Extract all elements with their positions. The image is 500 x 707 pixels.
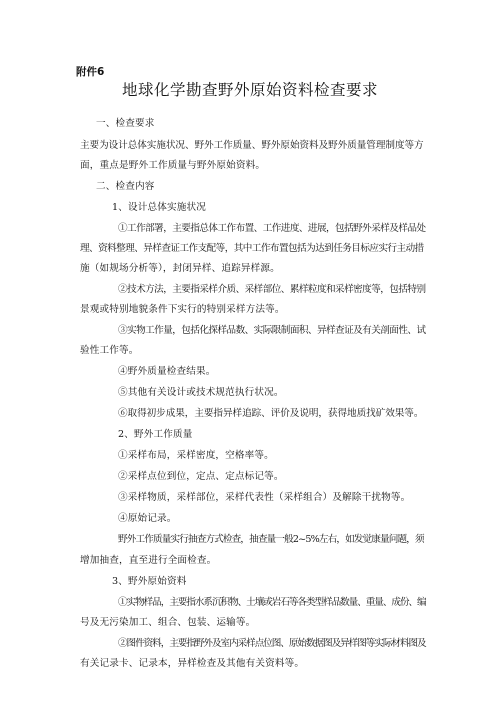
paragraph-line: ④野外质量检查结果。 xyxy=(118,366,216,377)
subsection-heading-raw-data: 3、野外原始资料 xyxy=(112,576,187,587)
section-heading-content: 二、检查内容 xyxy=(96,181,155,192)
paragraph-line: 施（如规场分析等），封闭异样、追踪异样源。 xyxy=(80,263,280,274)
paragraph-line: ⑥取得初步成果，主要指异样追踪、评价及说明，获得地质找矿效果等。 xyxy=(118,408,424,419)
paragraph-line: 主要为设计总体实施状况、野外工作质量、野外原始资料及野外质量管理制度等方 xyxy=(80,140,424,151)
attachment-label: 附件6 xyxy=(76,66,105,78)
paragraph-line: 号及无污染加工、组合、包装、运输等。 xyxy=(80,617,256,628)
paragraph-line: 增加抽查，直至进行全面检查。 xyxy=(80,555,217,566)
paragraph-line: ②技术方法，主要指采样介质、采样部位、累样粒度和采样密度等，包括特别 xyxy=(118,284,426,295)
paragraph-line: 面，重点是野外工作质量与野外原始资料。 xyxy=(80,160,266,171)
paragraph-line: ③实物工作量，包括化探样品数、实际限制面积、异样查证及有关剖面性、试 xyxy=(118,325,426,336)
paragraph-line: ⑤其他有关设计或技术规范执行状况。 xyxy=(118,387,284,398)
paragraph-line: ②采样点位到位，定点、定点标记等。 xyxy=(118,471,284,482)
paragraph-line: ①采样布局，采样密度，空格率等。 xyxy=(118,450,274,461)
paragraph-line: 野外工作质量实行抽查方式检查，抽查量一般2~5%左右，如发觉康量问题，须 xyxy=(118,534,424,545)
paragraph-line: ③采样物质，采样部位，采样代表性（采样组合）及解除干扰物等。 xyxy=(118,492,411,503)
paragraph-line: 理、资料整理、异样查证工作支配等，其中工作布置包括为达到任务目标应实行主动措 xyxy=(80,243,424,254)
subsection-heading-design: 1、设计总体实施状况 xyxy=(112,202,206,213)
paragraph-line: ②图件资料，主要指野外及室内采样点位图、原始数据图及异样图等实际材料图及 xyxy=(118,638,426,649)
paragraph-line: 景观或特别地貌条件下实行的特别采样方法等。 xyxy=(80,304,285,315)
paragraph-line: ①实物样品，主要指水系沉积物、土壤或岩石等各类型样品数量、重量、成份、编 xyxy=(118,597,426,608)
paragraph-line: ①工作部署，主要指总体工作布置、工作进度、进展，包括野外采样及样品处 xyxy=(118,223,426,234)
paragraph-line: 有关记录卡、记录本，异样检查及其他有关资料等。 xyxy=(80,658,305,669)
document-title: 地球化学勘查野外原始资料检查要求 xyxy=(121,81,378,99)
section-heading-requirements: 一、检查要求 xyxy=(96,118,155,129)
paragraph-line: 验性工作等。 xyxy=(80,345,139,356)
paragraph-line: ④原始记录。 xyxy=(118,513,177,524)
subsection-heading-field-quality: 2、野外工作质量 xyxy=(118,429,193,440)
